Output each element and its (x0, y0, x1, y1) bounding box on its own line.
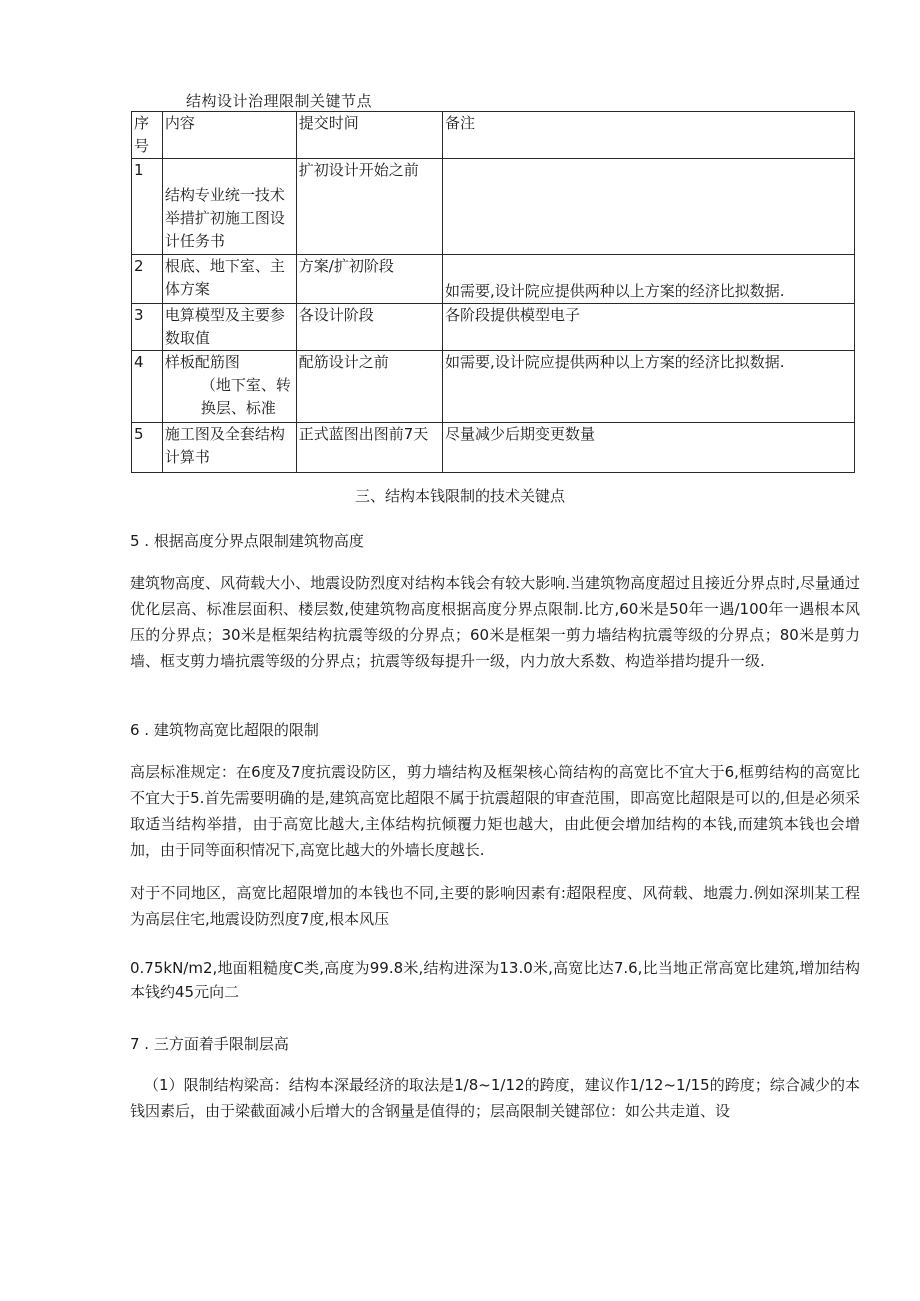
row-content-sub: （地下室、转换层、标准 (200, 376, 291, 417)
item-paragraph-5: 建筑物高度、风荷载大小、地震设防烈度对结构本钱会有较大影响.当建筑物高度超过且接近分界点时,尽量通过优化层高、标准层面积、楼层数,使建筑物高度根据高度分界点限制.比方,60米是50年一遇/100年一遇根本风压的分界点；30米是框架结构抗震等级的分界点；60米是框架一剪力墙结构抗震等级的分界点；80米是剪力墙、框支剪力墙抗震等级的分界点；抗震等级每提升一级，内力放大系数、构造举措均提升一级. (130, 574, 860, 670)
row-note (443, 159, 855, 255)
header-time: 提交时间 (296, 112, 442, 159)
item-heading-6: 6 . 建筑物高宽比超限的限制 (130, 721, 319, 739)
table-row (132, 423, 855, 473)
table-row (132, 351, 855, 423)
header-content: 内容 (162, 112, 296, 159)
item-heading-5: 5 . 根据高度分界点限制建筑物高度 (130, 532, 364, 550)
row-no: 1 (132, 159, 163, 255)
key-nodes-table (131, 111, 855, 473)
row-time: 方案/扩初阶段 (296, 255, 442, 304)
row-content: 电算模型及主要参数取值 (162, 304, 296, 351)
row-note: 如需要,设计院应提供两种以上方案的经济比拟数据. (443, 351, 855, 423)
row-time: 正式蓝图出图前7天 (296, 423, 442, 473)
table-row (132, 159, 855, 255)
row-no: 2 (132, 255, 163, 304)
section-title: 三、结构本钱限制的技术关键点 (354, 487, 565, 505)
row-time: 扩初设计开始之前 (296, 159, 442, 255)
row-time: 配筋设计之前 (296, 351, 442, 423)
row-time: 各设计阶段 (296, 304, 442, 351)
row-content: 结构专业统一技术举措扩初施工图设计任务书 (162, 159, 296, 255)
item-paragraph-6a: 高层标准规定：在6度及7度抗震设防区，剪力墙结构及框架核心筒结构的高宽比不宜大于6,框剪结构的高宽比不宜大于5.首先需要明确的是,建筑高宽比超限不属于抗震超限的审查范围，即高宽比超限是可以的,但是必须采取适当结构举措，由于高宽比越大,主体结构抗倾覆力矩也越大，由此便会增加结构的本钱,而建筑本钱也会增加，由于同等面积情况下,高宽比越大的外墙长度越长. (130, 763, 860, 859)
item-paragraph-6b: 对于不同地区，高宽比超限增加的本钱也不同,主要的影响因素有:超限程度、风荷载、地震力.例如深圳某工程为高层住宅,地震设防烈度7度,根本风压 (130, 884, 860, 928)
header-note: 备注 (443, 112, 855, 159)
item-heading-7: 7 . 三方面着手限制层高 (130, 1035, 289, 1053)
row-note: 各阶段提供模型电子 (443, 304, 855, 351)
row-content: 样板配筋图 (164, 353, 240, 371)
row-content-cell (162, 351, 296, 423)
header-no: 序号 (132, 112, 163, 159)
item-paragraph-7: （1）限制结构梁高：结构本深最经济的取法是1/8~1/12的跨度，建议作1/12~1/15的跨度；综合减少的本钱因素后，由于梁截面减小后增大的含钢量是值得的；层高限制关键部位：如公共走道、设 (130, 1076, 860, 1120)
table-row (132, 255, 855, 304)
row-no: 3 (132, 304, 163, 351)
row-no: 5 (132, 423, 163, 473)
table-row (132, 304, 855, 351)
row-content: 根底、地下室、主体方案 (162, 255, 296, 304)
table-header-row (132, 112, 855, 159)
row-content: 施工图及全套结构计算书 (162, 423, 296, 473)
item-paragraph-6c: 0.75kN/m2,地面粗糙度C类,高度为99.8米,结构进深为13.0米,高宽比达7.6,比当地正常高宽比建筑,增加结构本钱约45元向二 (130, 959, 860, 1001)
table-caption: 结构设计治理限制关键节点 (186, 92, 373, 110)
row-no: 4 (132, 351, 163, 423)
row-note: 尽量减少后期变更数量 (443, 423, 855, 473)
row-note: 如需要,设计院应提供两种以上方案的经济比拟数据. (443, 255, 855, 304)
